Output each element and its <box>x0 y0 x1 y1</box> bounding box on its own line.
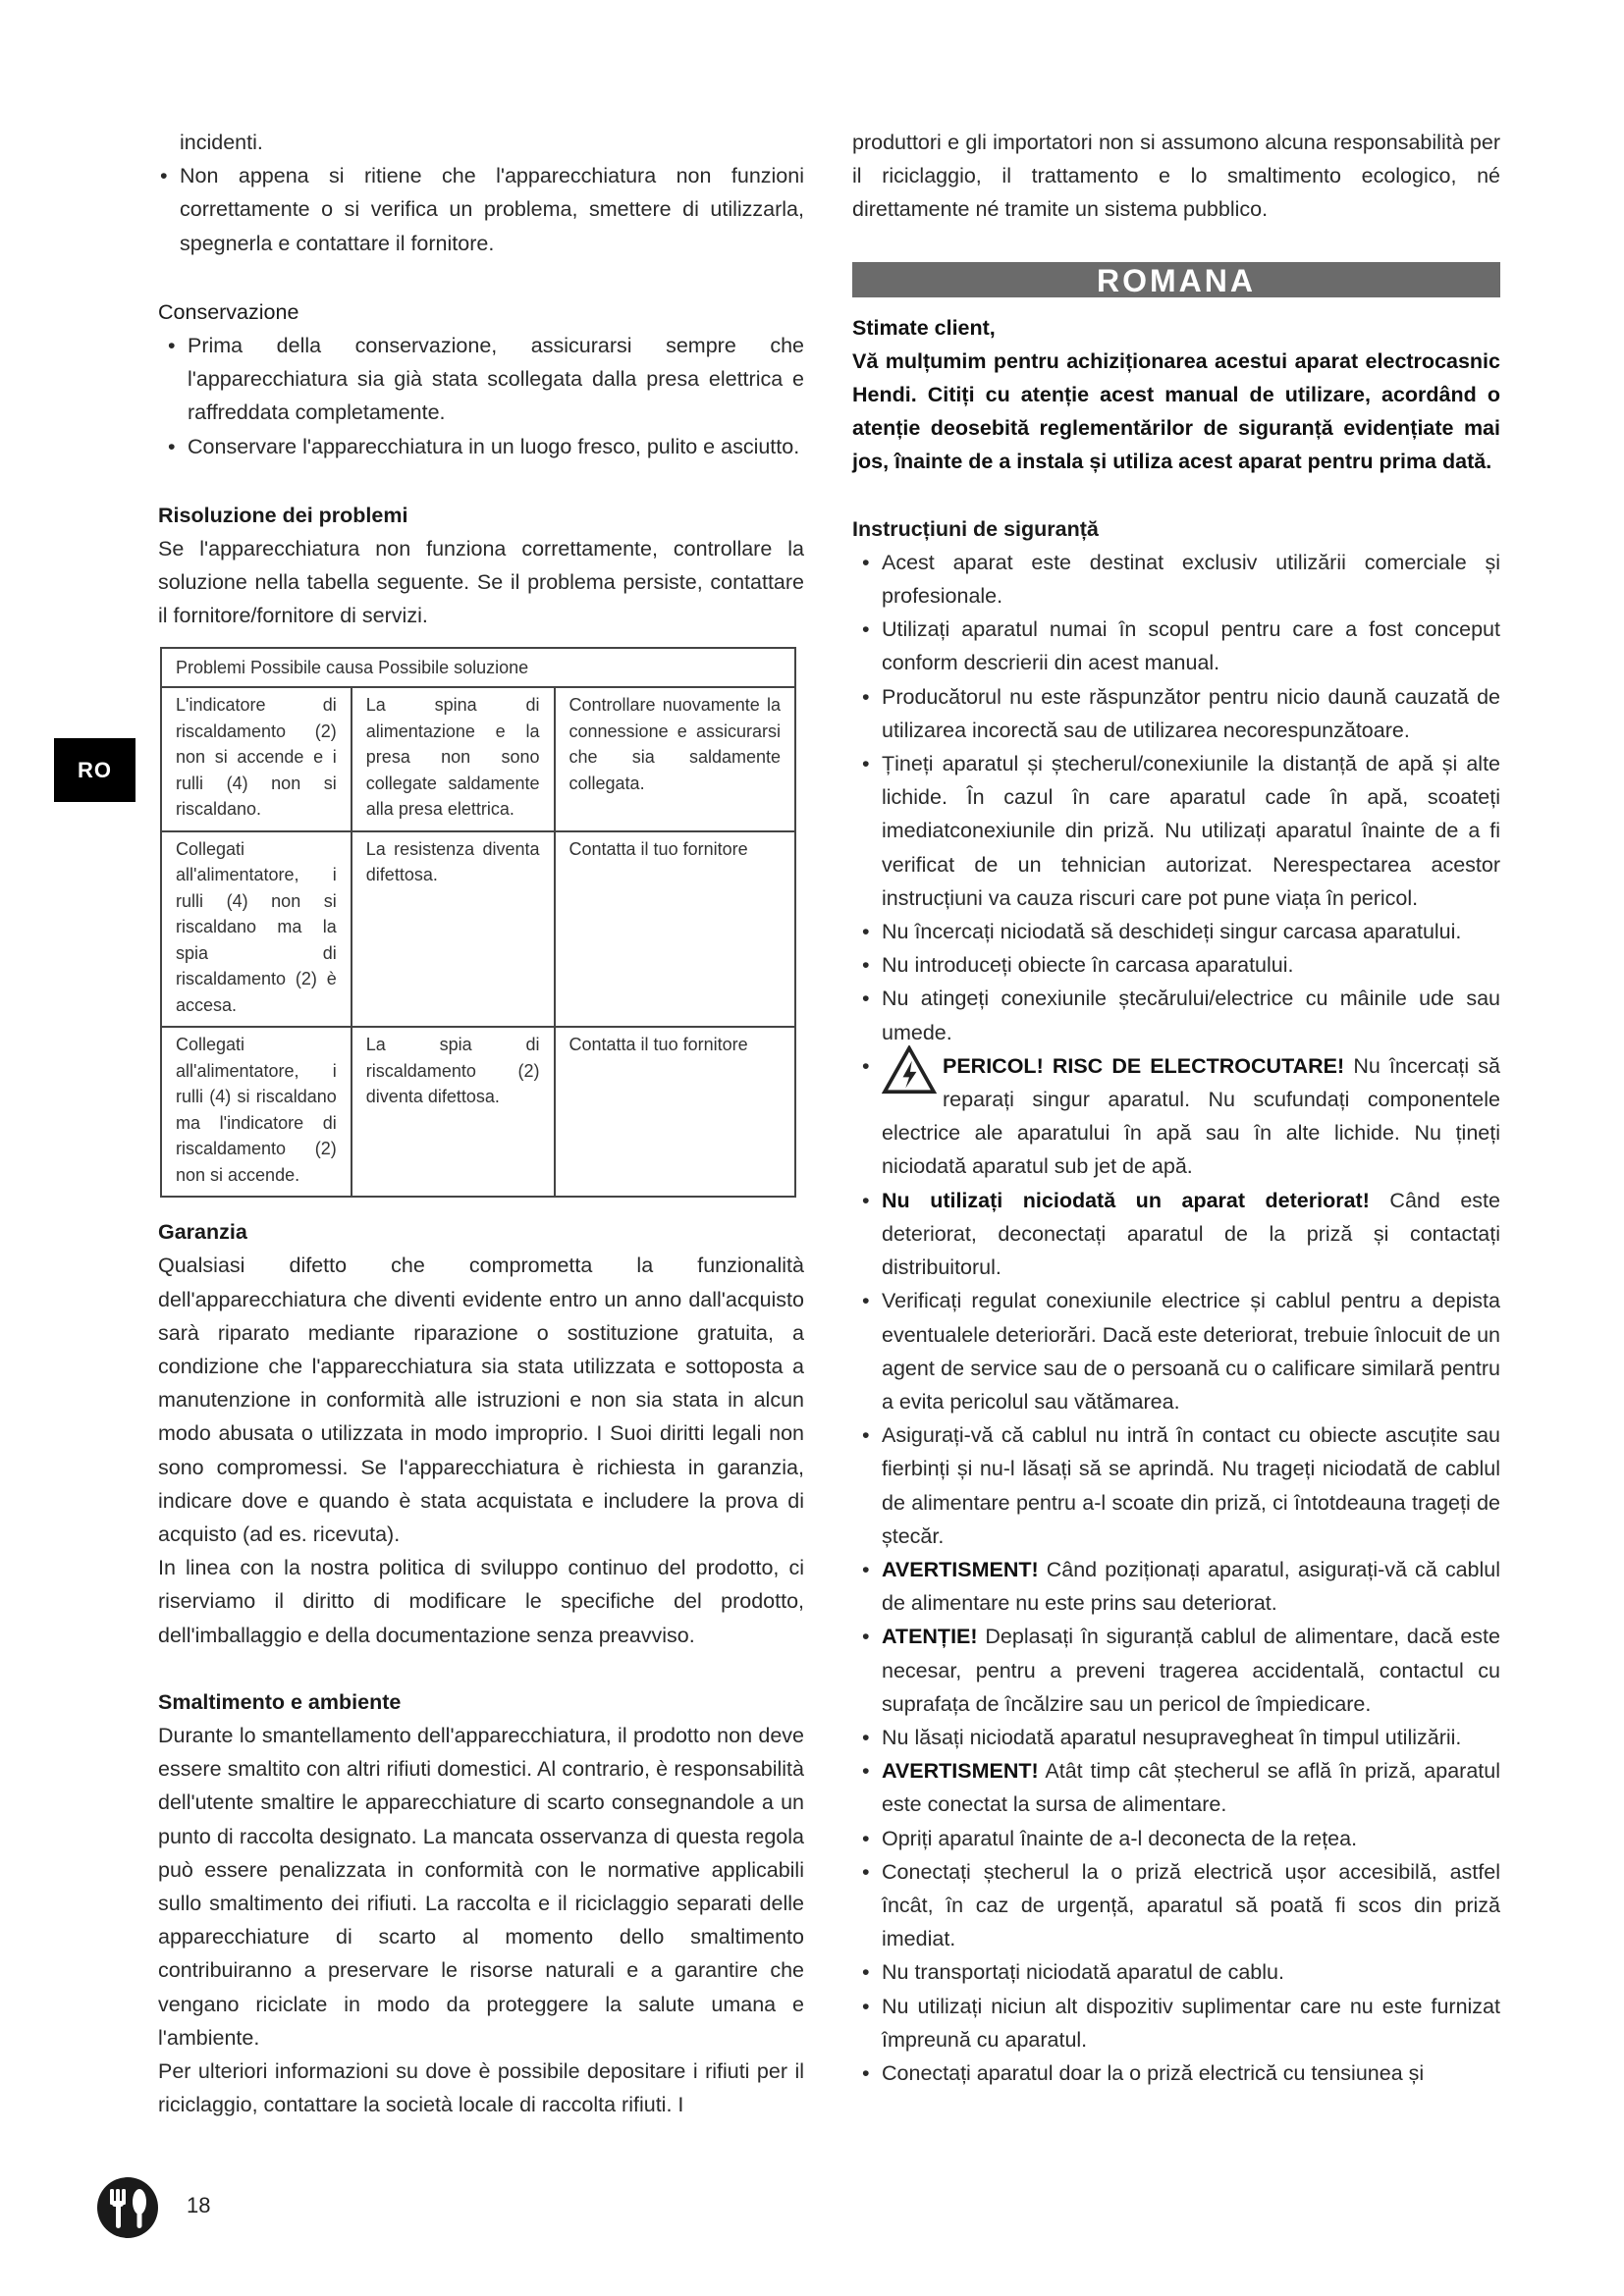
caution-text: Deplasați în siguranță cablul de alimentare, dacă este necesar, pentru a preveni tragerea accidentală, contactul cu suprafața de încălzire sau un pericol de împiedicare. <box>882 1625 1500 1716</box>
table-cell-problem: L'indicatore di riscaldamento (2) non si accende e i rulli (4) non si riscaldano. <box>161 687 352 831</box>
troubleshooting-table <box>160 647 796 1199</box>
greeting: Stimate client, <box>852 315 996 340</box>
list-item: • Nu introduceți obiecte în carcasa aparatului. <box>852 948 1500 982</box>
table-header-row <box>161 648 795 688</box>
danger-label: PERICOL! RISC DE ELECTROCUTARE! <box>943 1053 1345 1078</box>
page-number: 18 <box>187 2193 211 2217</box>
section-title-smaltimento: Smaltimento e ambiente <box>158 1689 402 1714</box>
intro-fragment: incidenti. <box>180 131 263 154</box>
list-item: • Asigurați-vă că cablul nu intră în contact cu obiecte ascuțite sau fierbinți și nu-l lăsați să se aprindă. Nu trageți niciodată de cablul de alimentare pentru a-l scoate din priză, ci întotdeauna trageți de ștecăr. <box>852 1418 1500 1553</box>
table-row <box>161 1027 795 1197</box>
damaged-text: Când este deteriorat, deconectați aparatul de la priză și contactați distribuitorul. <box>882 1188 1500 1280</box>
list-item <box>852 1184 1500 1285</box>
smaltimento-paragraph-1: Durante lo smantellamento dell'apparecchiatura, il prodotto non deve essere smaltito con altri rifiuti domestici. Al contrario, è responsabilità dell'utente smaltire le apparecchiature di scarto consegnandole a un punto di raccolta designato. La mancata osservanza di questa regola può essere penalizzata in conformità con le normative applicabili sullo smaltimento dei rifiuti. La raccolta e il riciclaggio separati delle apparecchiature di scarto al momento dello smaltimento contribuiranno a preservare le risorse naturali e a garantire che vengano riciclate in modo da proteggere la salute umana e l'ambiente. <box>158 1723 804 2050</box>
intro-paragraph: Vă mulțumim pentru achiziționarea acestui aparat electrocasnic Hendi. Citiți cu atenție acest manual de utilizare, acordând o atenție deosebită reglementărilor de siguranță evidențiate mai jos, înainte de a instala și utiliza acest aparat pentru prima dată. <box>852 348 1500 474</box>
table-cell-cause: La spia di riscaldamento (2) diventa difettosa. <box>352 1027 555 1197</box>
table-row <box>161 831 795 1028</box>
list-item <box>852 1754 1500 1821</box>
language-side-tab: RO <box>54 738 135 802</box>
table-cell-solution: Contatta il tuo fornitore <box>555 1027 795 1197</box>
risoluzione-text: Se l'apparecchiatura non funziona correttamente, controllare la soluzione nella tabella seguente. Se il problema persiste, contattare il fornitore/fornitore di servizi. <box>158 537 804 628</box>
electric-hazard-icon <box>882 1045 937 1095</box>
list-item: • Nu încercați niciodată să deschideți singur carcasa aparatului. <box>852 915 1500 948</box>
table-cell-cause: La spina di alimentazione e la presa non sono collegate saldamente alla presa elettrica. <box>352 687 555 831</box>
garanzia-paragraph-2: In linea con la nostra politica di sviluppo continuo del prodotto, ci riserviamo il diritto di modificare le specifiche del prodotto, dell'imballaggio e della documentazione senza preavviso. <box>158 1556 804 1647</box>
table-cell-solution: Contatta il tuo fornitore <box>555 831 795 1028</box>
list-item-danger <box>852 1049 1500 1184</box>
list-item <box>852 1620 1500 1721</box>
list-item: • Producătorul nu este răspunzător pentru nicio daună cauzată de utilizarea incorectă sau de utilizarea necorespunzătoare. <box>852 680 1500 747</box>
conservazione-list <box>158 329 804 463</box>
list-item: • Verificați regulat conexiunile electrice și cablul pentru a depista eventualele deteriorări. Dacă este deteriorat, trebuie înlocuit de un agent de service sau de o persoană cu o calificare similară pentru a evita pericolul sau vătămarea. <box>852 1284 1500 1418</box>
table-cell-problem: Collegati all'alimentatore, i rulli (4) si riscaldano ma l'indicatore di riscaldamento (2) non si accende. <box>161 1027 352 1197</box>
section-title-garanzia: Garanzia <box>158 1220 247 1245</box>
damaged-label: Nu utilizați niciodată un aparat deteriorat! <box>882 1188 1370 1212</box>
safety-list <box>852 546 1500 2090</box>
table-cell-problem: Collegati all'alimentatore, i rulli (4) non si riscaldano ma la spia di riscaldamento (2) è accesa. <box>161 831 352 1028</box>
list-item: • Nu atingeți conexiunile ștecărului/electrice cu mâinile ude sau umede. <box>852 982 1500 1048</box>
warning-text: Atât timp cât ștecherul se află în priză, aparatul este conectat la sursa de alimentare. <box>882 1759 1501 1817</box>
warning-label: AVERTISMENT! <box>882 1557 1039 1581</box>
section-title-safety: Instrucțiuni de siguranță <box>852 516 1099 541</box>
list-item: • Țineți aparatul și ștecherul/conexiunile la distanță de apă și alte lichide. În cazul în care aparatul cade în apă, scoateți imediatconexiunile din priză. Nu utilizați aparatul înainte de a fi verificat de un tehnician autorizat. Nerespectarea acestor instrucțiuni va cauza riscuri care pot pune viața în pericol. <box>852 747 1500 915</box>
table-row <box>161 687 795 831</box>
list-item: • Conectați ștecherul la o priză electrică ușor accesibilă, astfel încât, în caz de urgență, aparatul să poată fi scos din priză imediat. <box>852 1855 1500 1956</box>
table-cell-cause: La resistenza diventa difettosa. <box>352 831 555 1028</box>
list-item: • Non appena si ritiene che l'apparecchiatura non funzioni correttamente o si verifica un problema, smettere di utilizzarla, spegnerla e contattare il fornitore. <box>150 159 804 260</box>
right-column <box>852 126 1500 2090</box>
list-item: • Acest aparat este destinat exclusiv utilizării comerciale și profesionale. <box>852 546 1500 613</box>
list-item: • Nu lăsați niciodată aparatul nesupravegheat în timpul utilizării. <box>852 1721 1500 1754</box>
continuation-paragraph: produttori e gli importatori non si assumono alcuna responsabilità per il riciclaggio, il trattamento e lo smaltimento ecologico, né direttamente né tramite un sistema pubblico. <box>852 131 1500 222</box>
warning-label: AVERTISMENT! <box>882 1759 1039 1784</box>
list-item: • Prima della conservazione, assicurarsi sempre che l'apparecchiatura sia già stata scollegata dalla presa elettrica e raffreddata completamente. <box>158 329 804 430</box>
caution-label: ATENȚIE! <box>882 1625 978 1649</box>
table-cell-solution: Controllare nuovamente la connessione e assicurarsi che sia saldamente collegata. <box>555 687 795 831</box>
list-item: • Utilizați aparatul numai în scopul pentru care a fost conceput conform descrierii din acest manual. <box>852 613 1500 679</box>
list-item: • Opriți aparatul înainte de a-l deconecta de la rețea. <box>852 1822 1500 1855</box>
section-title-risoluzione: Risoluzione dei problemi <box>158 503 408 527</box>
intro-bullets <box>150 159 804 260</box>
hendi-cutlery-logo-icon <box>95 2175 160 2240</box>
language-banner: ROMANA <box>852 262 1500 297</box>
garanzia-paragraph-1: Qualsiasi difetto che comprometta la funzionalità dell'apparecchiatura che diventi evidente entro un anno dall'acquisto sarà riparato mediante riparazione o sostituzione gratuita, a condizione che l'apparecchiatura sia stata utilizzata e sottoposta a manutenzione in conformità alle istruzioni e non sia stata in alcun modo abusata o utilizzata in modo improprio. I Suoi diritti legali non sono compromessi. Se l'apparecchiatura è richiesta in garanzia, indicare dove e quando è stata acquistata e includere la prova di acquisto (ad es. ricevuta). <box>158 1254 804 1546</box>
list-item: • Conectați aparatul doar la o priză electrică cu tensiunea și <box>852 2056 1500 2090</box>
danger-text: Nu încercați să reparați singur aparatul. Nu scufundați componentele electrice ale aparatului în apă sau în alte lichide. Nu țineți niciodată aparatul sub jet de apă. <box>882 1053 1500 1179</box>
list-item <box>852 1553 1500 1620</box>
list-item: • Nu utilizați niciun alt dispozitiv suplimentar care nu este furnizat împreună cu aparatul. <box>852 1990 1500 2056</box>
left-column <box>158 126 804 2121</box>
list-item: • Conservare l'apparecchiatura in un luogo fresco, pulito e asciutto. <box>158 430 804 463</box>
section-title-conservazione: Conservazione <box>158 299 299 324</box>
table-header: Problemi Possibile causa Possibile soluzione <box>161 648 795 688</box>
warning-text: Când poziționați aparatul, asigurați-vă că cablul de alimentare nu este prins sau deteriorat. <box>882 1557 1500 1616</box>
smaltimento-paragraph-2: Per ulteriori informazioni su dove è possibile depositare i rifiuti per il riciclaggio, contattare la società locale di raccolta rifiuti. I <box>158 2059 804 2117</box>
list-item: • Nu transportați niciodată aparatul de cablu. <box>852 1955 1500 1989</box>
